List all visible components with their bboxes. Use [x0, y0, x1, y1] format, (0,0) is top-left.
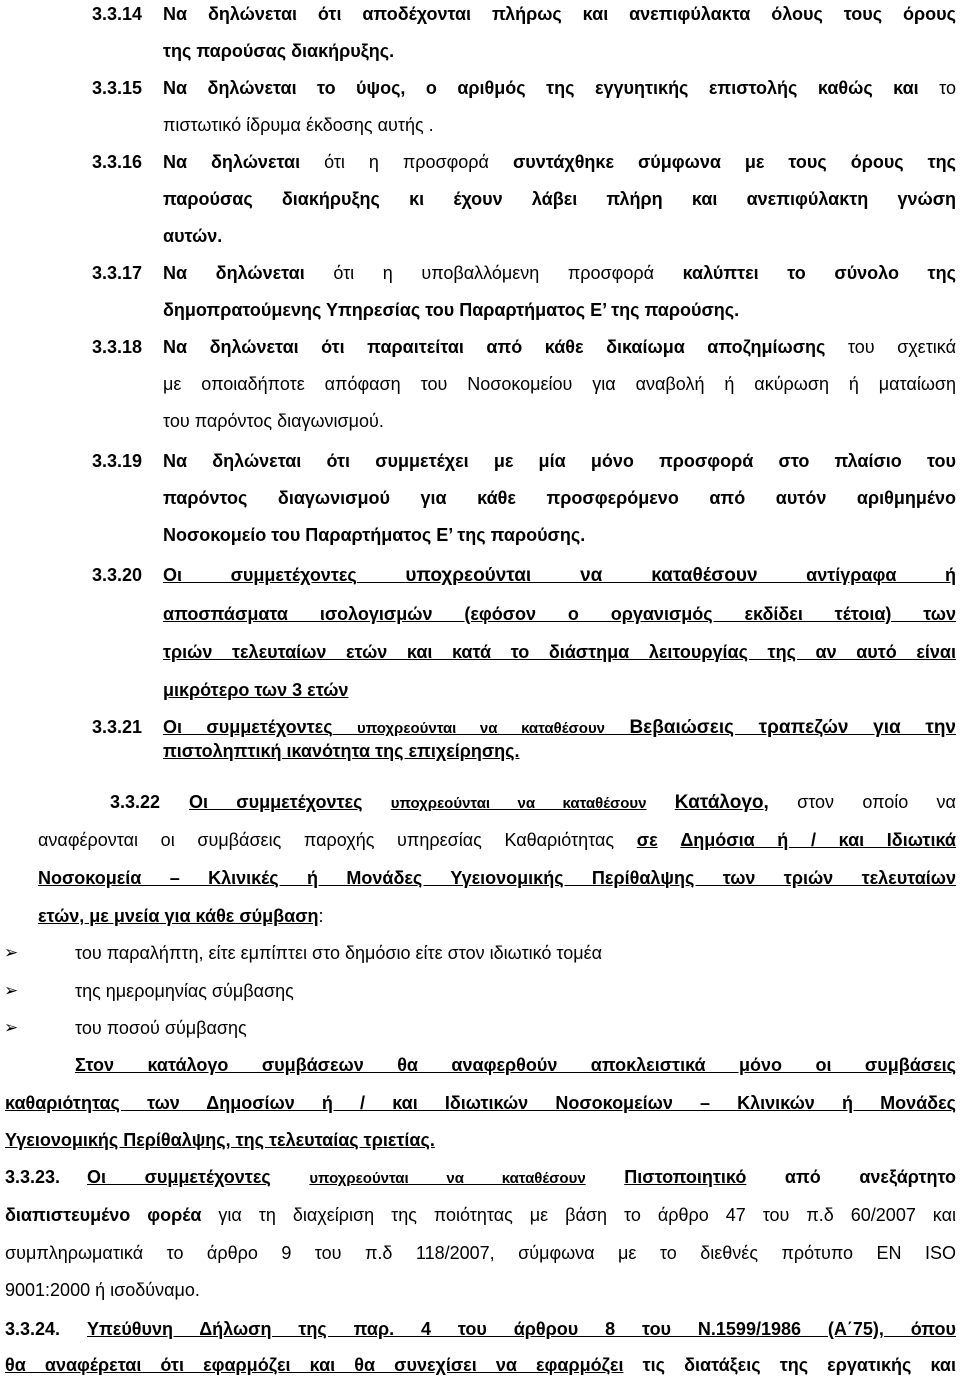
item-text: συμπληρωματικά το άρθρο 9 του π.δ 118/2007, σύμφωνα με το διεθνές πρότυπο EN ISO	[5, 1243, 956, 1263]
item-text: Νοσοκομείο του Παραρτήματος Ε’ της παρούσης.	[163, 525, 586, 545]
bullet-text: της ημερομηνίας σύμβασης	[75, 981, 294, 1001]
item-number: 3.3.22	[110, 792, 161, 812]
item-number: 3.3.14	[92, 4, 143, 24]
item-text: δημοπρατούμενης Υπηρεσίας του Παραρτήματος Ε’ της παρούσης.	[163, 300, 740, 320]
item-text: 9001:2000 ή ισοδύναμο.	[5, 1280, 200, 1300]
item-text: Υπεύθυνη Δήλωση της παρ. 4 του άρθρου 8 του Ν.1599/1986 (Α΄75), όπου	[87, 1319, 956, 1339]
item-text: Οι συμμετέχοντες υποχρεούνται να καταθέσουν Βεβαιώσεις τραπεζών για την	[163, 717, 956, 738]
item-text: Να δηλώνεται ότι η υποβαλλόμενη προσφορά καλύπτει το σύνολο της	[163, 263, 956, 283]
item-number: 3.3.24.	[5, 1319, 61, 1339]
item-text: Να δηλώνεται ότι συμμετέχει με μία μόνο προσφορά στο πλαίσιο του	[163, 451, 956, 471]
item-text: παρούσας διακήρυξης κι έχουν λάβει πλήρη και ανεπιφύλακτη γνώση	[163, 189, 956, 209]
item-number: 3.3.23.	[5, 1167, 61, 1187]
item-number: 3.3.21	[92, 717, 143, 737]
item-text: Οι συμμετέχοντες υποχρεούνται να καταθέσουν αντίγραφα ή	[163, 565, 956, 586]
item-number: 3.3.20	[92, 565, 143, 585]
item-text: Νοσοκομεία – Κλινικές ή Μονάδες Υγειονομικής Περίθαλψης των τριών τελευταίων	[38, 868, 956, 888]
item-number: 3.3.17	[92, 263, 143, 283]
item-text: παρόντος διαγωνισμού για κάθε προσφερόμενο από αυτόν αριθμημένο	[163, 488, 956, 508]
item-text: αναφέρονται οι συμβάσεις παροχής υπηρεσίας Καθαριότητας σε Δημόσια ή / και Ιδιωτικά	[38, 830, 956, 850]
item-text: Να δηλώνεται ότι αποδέχονται πλήρως και ανεπιφύλακτα όλους τους όρους	[163, 4, 956, 24]
item-text: Οι συμμετέχοντες υποχρεούνται να καταθέσουν Κατάλογο, στον οποίο να	[189, 792, 956, 813]
contracts-note: καθαριότητας των Δημοσίων ή / και Ιδιωτικών Νοσοκομείων – Κλινικών ή Μονάδες	[5, 1093, 956, 1113]
item-text: της παρούσας διακήρυξης.	[163, 41, 395, 61]
contracts-note: Στον κατάλογο συμβάσεων θα αναφερθούν αποκλειστικά μόνο οι συμβάσεις	[75, 1055, 956, 1075]
bullet-arrow-icon: ➢	[4, 981, 19, 1000]
item-text: Να δηλώνεται το ύψος, ο αριθμός της εγγυητικής επιστολής καθώς και το	[163, 78, 956, 98]
item-text: αυτών.	[163, 226, 223, 246]
item-text: τριών τελευταίων ετών και κατά το διάστημα λειτουργίας της αν αυτό είναι	[163, 642, 956, 662]
item-text: πιστοληπτική ικανότητα της επιχείρησης.	[163, 741, 520, 761]
item-text: διαπιστευμένο φορέα για τη διαχείριση της ποιότητας με βάση το άρθρο 47 του π.δ 60/2007 και	[5, 1205, 956, 1225]
item-number: 3.3.18	[92, 337, 143, 357]
item-text: αποσπάσματα ισολογισμών (εφόσον ο οργανισμός εκδίδει τέτοια) των	[163, 604, 956, 624]
item-text: θα αναφέρεται ότι εφαρμόζει και θα συνεχίσει να εφαρμόζει τις διατάξεις της εργατικής και	[5, 1355, 956, 1375]
contracts-note: Υγειονομικής Περίθαλψης, της τελευταίας τριετίας.	[5, 1130, 435, 1150]
item-text: ετών, με μνεία για κάθε σύμβαση:	[38, 906, 324, 926]
bullet-arrow-icon: ➢	[4, 943, 19, 962]
item-text: με οποιαδήποτε απόφαση του Νοσοκομείου για αναβολή ή ακύρωση ή ματαίωση	[163, 374, 956, 394]
item-text: του παρόντος διαγωνισμού.	[163, 411, 384, 431]
item-text: Να δηλώνεται ότι η προσφορά συντάχθηκε σύμφωνα με τους όρους της	[163, 152, 957, 172]
item-number: 3.3.15	[92, 78, 143, 98]
bullet-text: του ποσού σύμβασης	[75, 1018, 247, 1038]
item-text: μικρότερο των 3 ετών	[163, 680, 349, 700]
item-text: Να δηλώνεται ότι παραιτείται από κάθε δικαίωμα αποζημίωσης του σχετικά	[163, 337, 956, 357]
bullet-arrow-icon: ➢	[4, 1018, 19, 1037]
item-text: Οι συμμετέχοντες υποχρεούνται να καταθέσουν Πιστοποιητικό από ανεξάρτητο	[87, 1167, 957, 1187]
item-number: 3.3.19	[92, 451, 143, 471]
item-text: πιστωτικό ίδρυμα έκδοσης αυτής .	[163, 115, 434, 135]
bullet-text: του παραλήπτη, είτε εμπίπτει στο δημόσιο είτε στον ιδιωτικό τομέα	[75, 943, 603, 963]
item-number: 3.3.16	[92, 152, 143, 172]
